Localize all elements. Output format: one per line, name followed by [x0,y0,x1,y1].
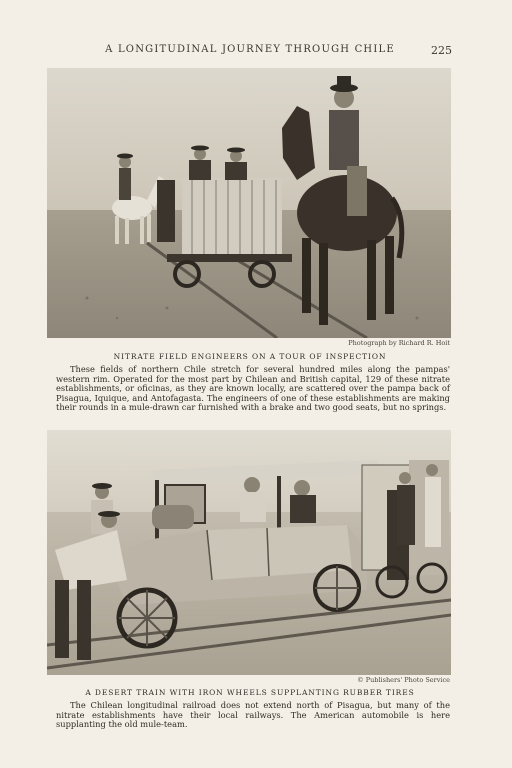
caption-title: NITRATE FIELD ENGINEERS ON A TOUR OF INSPECTION [113,352,387,361]
photo-credit: © Publishers' Photo Service [357,676,450,684]
photo-mule-rail-car-illustration [47,68,451,338]
page-number: 225 [431,44,452,57]
running-head [48,44,452,58]
photo-automobile-on-rails-illustration [47,430,451,675]
photo-credit: Photograph by Richard R. Hoit [348,339,450,347]
caption-body: These fields of northern Chile stretch for several hundred miles along the pampas' western rim. Operated for the most part by Chilean and British capital, 129 of these nitrate establishments, or oficinas, as they are known locally, are scattered over the pampa back of Pisagua, Iquique, and Antofagasta. The engineers of one of these establishments are making their rounds in a mule-drawn car furnished with a brake and two good seats, but no springs. [56,364,450,412]
running-title: A LONGITUDINAL JOURNEY THROUGH CHILE [105,44,395,55]
caption-body: The Chilean longitudinal railroad does not extend north of Pisagua, but many of the nitrate establishments have their local railways. The American automobile is here supplanting the old mule-team. [56,700,450,729]
caption-title: A DESERT TRAIN WITH IRON WHEELS SUPPLANTING RUBBER TIRES [85,688,415,697]
photo-mule-rail-car [47,68,451,338]
photo-automobile-on-rails [47,430,451,675]
